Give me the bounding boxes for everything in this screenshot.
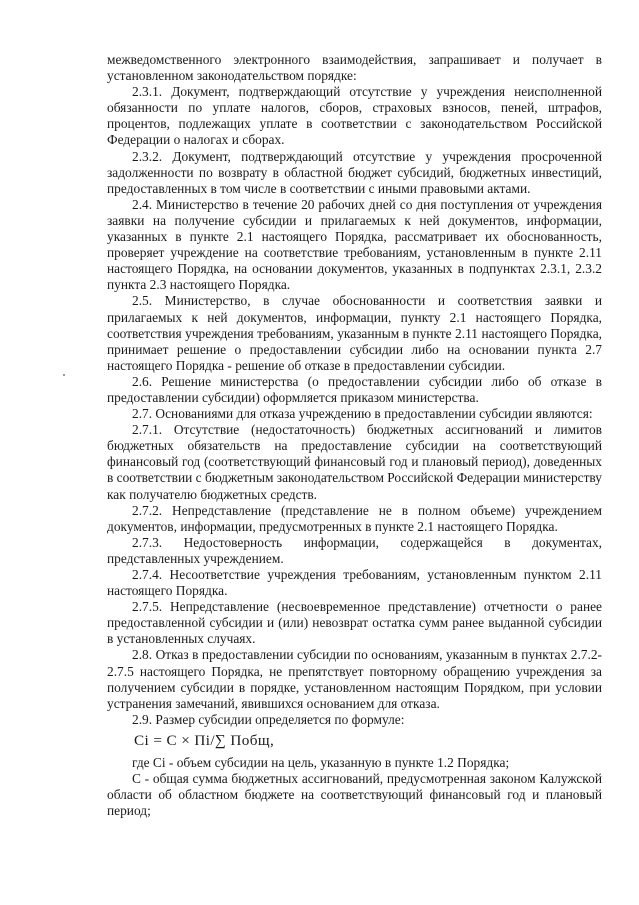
paragraph-formula-definition-ci: где Ci - объем субсидии на цель, указанную в пункте 1.2 Порядка;	[132, 754, 510, 770]
paragraph-formula-definition-c: С - общая сумма бюджетных ассигнований, предусмотренная законом Калужской области об областном бюджете на соответствующий финансовый год и плановый период;	[107, 771, 602, 819]
paragraph-2-4: 2.4. Министерство в течение 20 рабочих дней со дня поступления от учреждения заявки на получение субсидии и прилагаемых к ней документов, информации, указанных в пункте 2.1 настоящего Порядка, рассматривает их обоснованность, проверяет учреждение на соответствие требованиям, установленным в пункте 2.11 настоящего Порядка, на основании документов, указанных в подпунктах 2.3.1, 2.3.2 пункта 2.3 настоящего Порядка.	[107, 196, 602, 293]
paragraph-2-7-5: 2.7.5. Непредставление (несвоевременное представление) отчетности о ранее предоставленной субсидии и (или) невозврат остатка сумм ранее выданной субсидии в установленных случаях.	[107, 599, 602, 647]
paragraph-2-6: 2.6. Решение министерства (о предоставлении субсидии либо об отказе в предоставлении субсидии) оформляется приказом министерства.	[107, 373, 602, 405]
paragraph-2-3-2: 2.3.2. Документ, подтверждающий отсутствие у учреждения просроченной задолженности по возврату в областной бюджет субсидий, бюджетных инвестиций, предоставленных в том числе в соответствии с иными правовыми актами.	[107, 148, 602, 196]
paragraph-2-7: 2.7. Основаниями для отказа учреждению в предоставлении субсидии являются:	[132, 406, 593, 422]
paragraph-2-7-2: 2.7.2. Непредставление (представление не в полном объеме) учреждением документов, информации, предусмотренных в пункте 2.1 настоящего Порядка.	[107, 502, 602, 534]
paragraph-2-7-1: 2.7.1. Отсутствие (недостаточность) бюджетных ассигнований и лимитов бюджетных обязательств на предоставление субсидии на соответствующий финансовый год (соответствующий финансовый год и плановый период), доведенных в соответствии с бюджетным законодательством Российской Федерации министерству как получателю бюджетных средств.	[107, 422, 602, 502]
paragraph-2-9: 2.9. Размер субсидии определяется по формуле:	[132, 711, 405, 727]
document-body	[107, 52, 602, 819]
paragraph-2-5: 2.5. Министерство, в случае обоснованности и соответствия заявки и прилагаемых к ней документов, информации, пункту 2.1 настоящего Порядка, соответствия учреждения требованиям, указанным в пункте 2.11 настоящего Порядка, принимает решение о предоставлении субсидии либо на основании пункта 2.7 настоящего Порядка - решение об отказе в предоставлении субсидии.	[107, 293, 602, 373]
paragraph-2-3-1: 2.3.1. Документ, подтверждающий отсутствие у учреждения неисполненной обязанности по уплате налогов, сборов, страховых взносов, пеней, штрафов, процентов, подлежащих уплате в соответствии с законодательством Российской Федерации о налогах и сборах.	[107, 84, 602, 148]
paragraph-2-7-4: 2.7.4. Несоответствие учреждения требованиям, установленным пунктом 2.11 настоящего Порядка.	[107, 567, 602, 599]
paragraph-2-7-3: 2.7.3. Недостоверность информации, содержащейся в документах, представленных учреждением.	[107, 534, 602, 566]
paragraph-2-8: 2.8. Отказ в предоставлении субсидии по основаниям, указанным в пунктах 2.7.2-2.7.5 настоящего Порядка, не препятствует повторному обращению учреждения за получением субсидии в порядке, установленном настоящим Порядком, при условии устранения замечаний, явившихся основанием для отказа.	[107, 647, 602, 711]
subsidy-formula: Ci = C × Пi/∑ Побщ,	[134, 731, 275, 749]
paragraph-intro-continuation: межведомственного электронного взаимодействия, запрашивает и получает в установленном законодательством порядке:	[107, 52, 602, 84]
scan-artifact-dot	[63, 374, 65, 376]
